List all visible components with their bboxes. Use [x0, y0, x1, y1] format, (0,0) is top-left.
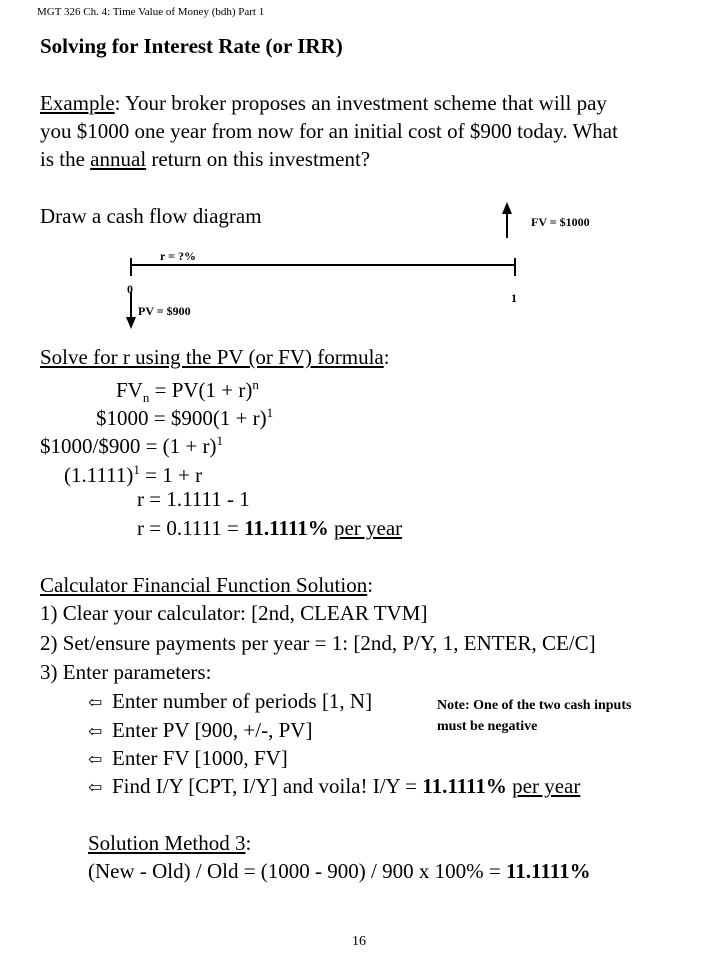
annual-word: annual [90, 147, 147, 171]
note-line-1: Note: One of the two cash inputs [437, 698, 632, 713]
arrow-bullet-icon: ⇦ [88, 693, 103, 712]
eq3-text: $1000/$900 = (1 + r) [40, 434, 217, 458]
method3-result: 11.1111% [505, 859, 591, 883]
page-number: 16 [352, 934, 366, 949]
calc-heading [40, 572, 373, 598]
example-text-3a: is the [40, 147, 91, 171]
equation-5: r = 1.1111 - 1 [137, 487, 250, 511]
eq6-result: 11.1111% [244, 516, 329, 540]
page-header: MGT 326 Ch. 4: Time Value of Money (bdh) Part 1 [37, 6, 265, 18]
eq4-b: = 1 + r [139, 463, 203, 487]
eq6-a: r = 0.1111 = [137, 516, 245, 540]
diagram-heading: Draw a cash flow diagram [40, 204, 262, 228]
eq2-text: $1000 = $900(1 + r) [96, 406, 267, 430]
calc-step-2: 2) Set/ensure payments per year = 1: [2nd, P/Y, 1, ENTER, CE/C] [40, 631, 596, 655]
eq1-sup: n [252, 377, 259, 392]
method3-equation [88, 858, 591, 884]
section-title: Solving for Interest Rate (or IRR) [40, 34, 343, 58]
pv-label: PV = $900 [138, 304, 191, 318]
eq1-sub: n [142, 390, 150, 406]
solve-heading [40, 344, 390, 370]
note-line-2: must be negative [437, 719, 538, 734]
calc-step-3: 3) Enter parameters: [40, 660, 212, 684]
solve-heading-colon: : [383, 345, 390, 369]
bullet-2-text: Enter PV [900, +/-, PV] [112, 718, 313, 742]
bullet-4-per-year: per year [512, 774, 581, 798]
equation-3 [40, 428, 223, 459]
period-1-label: 1 [511, 291, 517, 305]
equation-2 [96, 400, 273, 431]
arrow-bullet-icon: ⇦ [88, 722, 103, 741]
bullet-1-text: Enter number of periods [1, N] [112, 689, 373, 713]
arrow-bullet-icon: ⇦ [88, 778, 103, 797]
eq3-sup: 1 [216, 433, 224, 448]
example-text-1: : Your broker proposes an investment scheme that will pay [114, 91, 607, 115]
example-text-3b: return on this investment? [146, 147, 371, 171]
fv-arrow-head [502, 202, 512, 214]
calc-bullet-2 [88, 717, 312, 745]
bullet-4-text: Find I/Y [CPT, I/Y] and voila! I/Y = [112, 774, 423, 798]
calc-step-1: 1) Clear your calculator: [2nd, CLEAR TVM] [40, 601, 428, 625]
method3-heading [88, 830, 251, 856]
eq4-sup: 1 [133, 462, 140, 477]
pv-arrow-head [126, 317, 136, 329]
eq2-sup: 1 [266, 405, 274, 420]
calc-bullet-1 [88, 688, 372, 716]
rate-label: r = ?% [160, 249, 196, 263]
equation-4 [64, 457, 202, 488]
fv-label: FV = $1000 [531, 215, 590, 229]
calc-bullet-4 [88, 773, 580, 801]
example-label: Example [40, 91, 115, 115]
method3-heading-text: Solution Method 3 [88, 831, 246, 855]
equation-6 [137, 515, 402, 541]
eq1-rest: = PV(1 + r) [149, 378, 253, 402]
bullet-3-text: Enter FV [1000, FV] [112, 746, 288, 770]
period-0-label: 0 [127, 282, 133, 296]
calc-bullet-3 [88, 745, 288, 773]
eq4-a: (1.1111) [64, 463, 134, 487]
eq6-per-year: per year [333, 516, 403, 540]
calc-heading-colon: : [367, 573, 374, 597]
solve-heading-text: Solve for r using the PV (or FV) formula [40, 345, 384, 369]
arrow-bullet-icon: ⇦ [88, 750, 103, 769]
method3-heading-colon: : [245, 831, 252, 855]
bullet-4-result: 11.1111% [422, 774, 507, 798]
method3-text: (New - Old) / Old = (1000 - 900) / 900 x 100% = [88, 859, 506, 883]
calc-heading-text: Calculator Financial Function Solution [40, 573, 368, 597]
example-line-2: you $1000 one year from now for an initial cost of $900 today. What [40, 119, 618, 143]
eq1-fv: FV [116, 378, 143, 402]
